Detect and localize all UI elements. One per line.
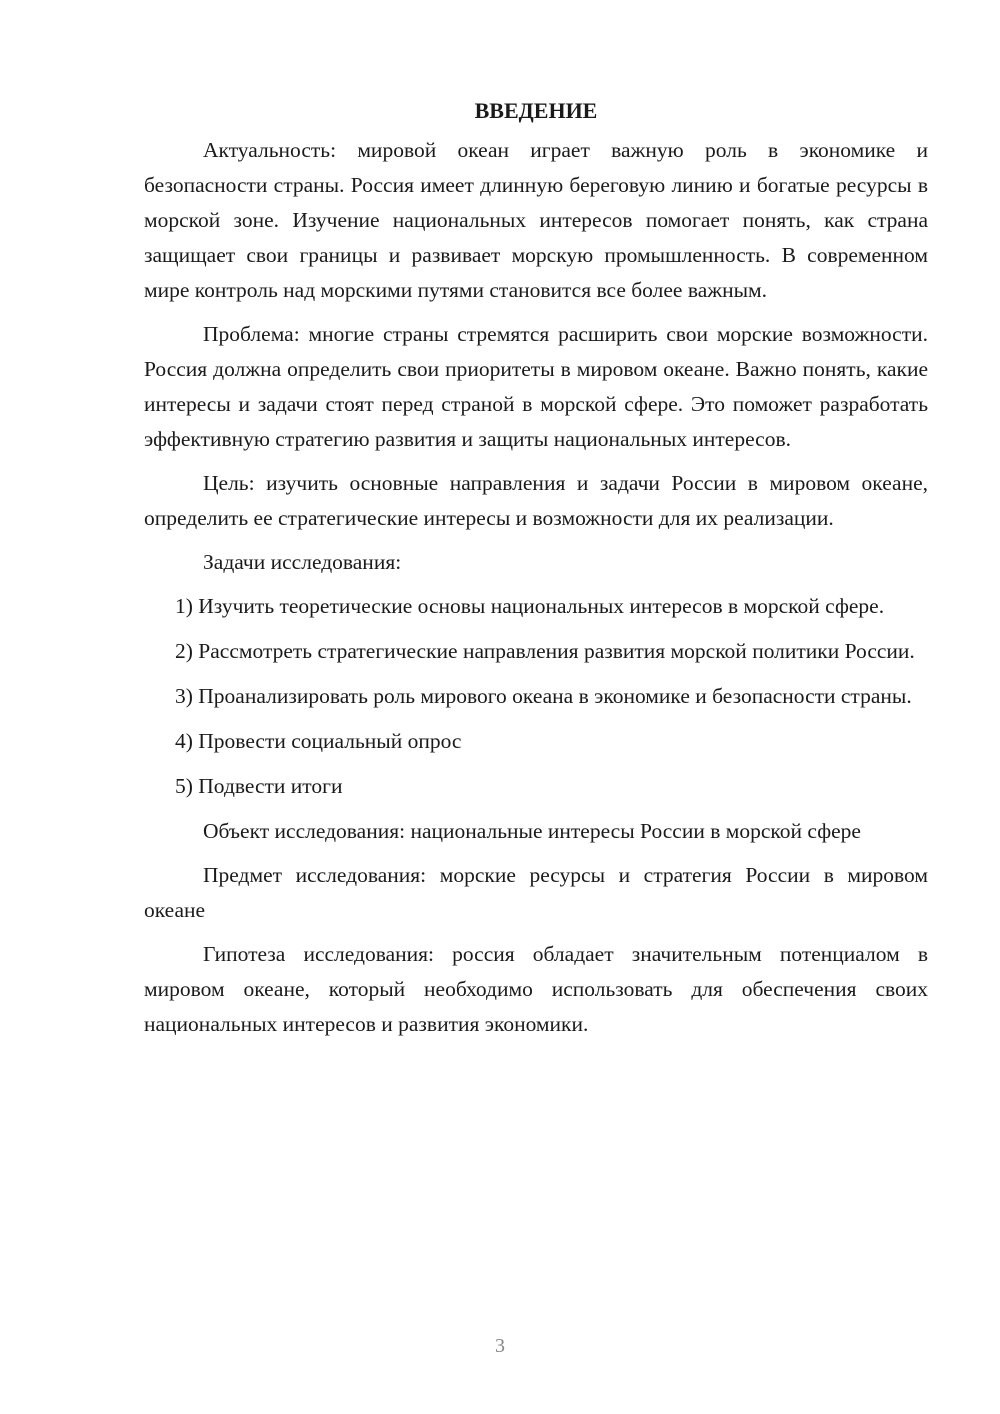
task-item-2: 2) Рассмотреть стратегические направления развития морской политики России. bbox=[175, 639, 915, 663]
task-item-3: 3) Проанализировать роль мирового океана в экономике и безопасности страны. bbox=[175, 684, 912, 708]
goal-paragraph: Цель: изучить основные направления и задачи России в мировом океане, определить ее стратегические интересы и возможности для их реализации. bbox=[144, 471, 928, 530]
tasks-heading: Задачи исследования: bbox=[203, 550, 402, 574]
task-item-1: 1) Изучить теоретические основы национальных интересов в морской сфере. bbox=[175, 594, 885, 618]
document-title: ВВЕДЕНИЕ bbox=[474, 98, 598, 123]
task-item-5: 5) Подвести итоги bbox=[175, 774, 343, 798]
task-item-4: 4) Провести социальный опрос bbox=[175, 729, 462, 753]
object-paragraph: Объект исследования: национальные интересы России в морской сфере bbox=[203, 819, 861, 843]
page-number: 3 bbox=[495, 1335, 505, 1357]
document-page bbox=[144, 93, 928, 1051]
problem-paragraph: Проблема: многие страны стремятся расширить свои морские возможности. Россия должна определить свои приоритеты в мировом океане. Важно понять, какие интересы и задачи стоят перед страной в морской сфере. Это поможет разработать эффективную стратегию развития и защиты национальных интересов. bbox=[144, 322, 928, 451]
relevance-paragraph: Актуальность: мировой океан играет важную роль в экономике и безопасности страны. Россия имеет длинную береговую линию и богатые ресурсы в морской зоне. Изучение национальных интересов помогает понять, как страна защищает свои границы и развивает морскую промышленность. В современном мире контроль над морскими путями становится все более важным. bbox=[144, 138, 928, 302]
subject-paragraph: Предмет исследования: морские ресурсы и стратегия России в мировом океане bbox=[144, 863, 928, 922]
hypothesis-paragraph: Гипотеза исследования: россия обладает значительным потенциалом в мировом океане, который необходимо использовать для обеспечения своих национальных интересов и развития экономики. bbox=[144, 942, 928, 1036]
